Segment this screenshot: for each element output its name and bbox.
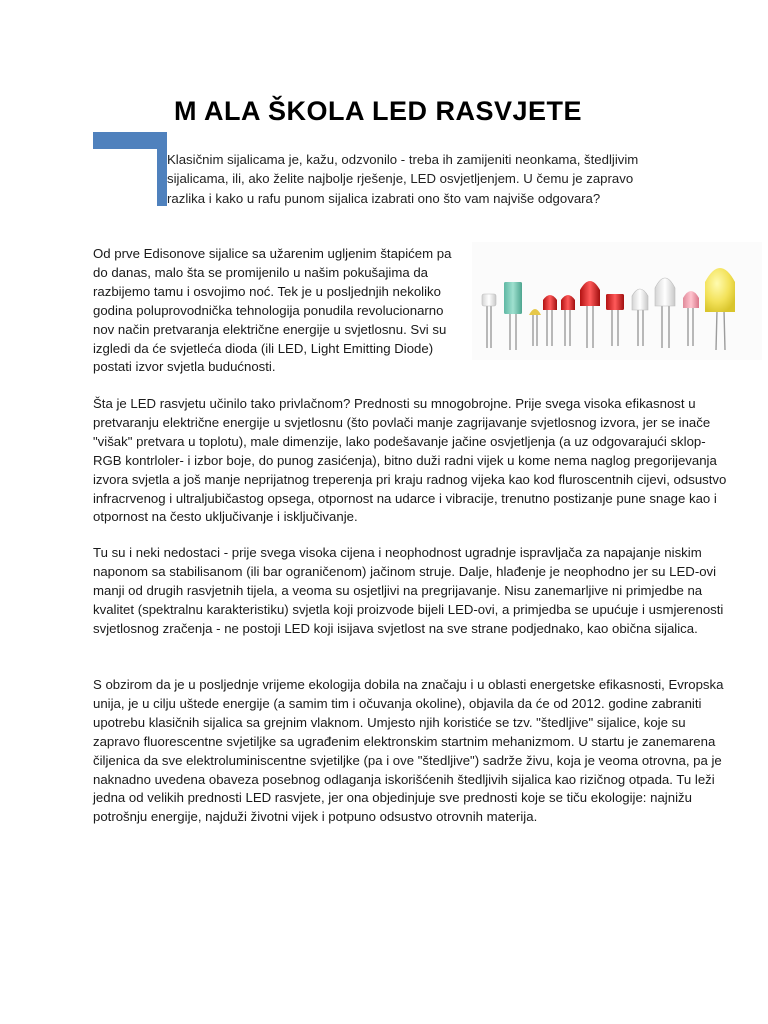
paragraph-2: Šta je LED rasvjetu učinilo tako privlačnom? Prednosti su mnogobrojne. Prije svega visoka efikasnost u pretvaranju električne energije u svjetlosnu (što povlači manje zagrijavanje svjetlosnog izvora, jer se inače "višak" pretvara u toplotu), male dimenzije, lako podešavanje jačine osvjetljenja (a uz odgovarajući sklop- RGB kontrloler- i izbor boje, do punog zasićenja), bitno duži radni vijek u kome nema naglog pregorijevanja izvora svjetla a još manje neprijatnog treperenja pri kraju radnog vijeka kao kod fluroscentnih cijevi, odsustvo infracrvenog i ultraljubičastog opsega, otpornost na udarce i vibracije, trenutno postizanje pune snage kao i otpornost na često uključivanje i isključivanje.	[93, 396, 727, 525]
paragraph-4: S obzirom da je u posljednje vrijeme ekologija dobila na značaju i u oblasti energetske efikasnosti, Evropska unija, je u cilju uštede energije (a samim tim i očuvanja okoline), objavila da će od 2012. godine zabraniti upotrebu klasičnih sijalica sa grejnim vlaknom. Umjesto njih koristiće se tzv. "štedljive" sijalice, koje su zapravo fluorescentne svjetiljke sa ugrađenim elektronskim startnim mehanizmom. U startu je zanemarena čiljenica da sve elektroluminiscentne svjetiljke (pa i ove "štedljive") sadrže živu, koja je veoma otrovna, pa je naknadno uvedena obaveza posebnog odlaganja iskorišćenih štedljivih sijalica kao rizičnog otpada. Tu leži jedna od velikih prednosti LED rasvjete, jer ona objedinjuje sve prednosti koje se tiču ekologije: najnižu potrošnju energije, najduži životni vijek i potpuno odsustvo otrovnih materija.	[93, 677, 724, 825]
document-title: M ALA ŠKOLA LED RASVJETE	[174, 96, 583, 126]
accent-bar-horizontal	[93, 132, 167, 149]
intro-text: Klasičnim sijalicama je, kažu, odzvonilo - treba ih zamijeniti neonkama, štedljivim sijalicama, ili, ako želite najbolje rješenje, LED osvjetljenjem. U čemu je zapravo razlika i kako u rafu punom sijalica izabrati ono što vam najviše odgovara?	[167, 152, 639, 206]
led-diodes-image	[472, 242, 762, 360]
paragraph-1: Od prve Edisonove sijalice sa užarenim ugljenim štapićem pa do danas, malo šta se promijenilo u našim pokušajima da razbijemo tamu i osvojimo noć. Tek je u posljednjih nekoliko godina poluprovodnička tehnologija ponudila revolucionarno nov način pretvaranja električne energije u svjetlosnu. Svi su izgledi da će svjetleća dioda (ili LED, Light Emitting Diode) postati izvor svjetla budućnosti.	[93, 246, 452, 375]
paragraph-3: Tu su i neki nedostaci - prije svega visoka cijena i neophodnost ugradnje ispravljača za napajanje niskim naponom sa stabilisanom (ili bar ograničenom) jačinom struje. Dalje, hlađenje je neophodno jer su LED-ovi manji od drugih rasvjetnih tijela, a veoma su osjetljivi na pregrijavanje. Nisu zanemarljive ni primjedbe na kvalitet (spektralnu karakteristiku) svjetla koji proizvode bijeli LED-ovi, a primjedba se upućuje i usmjerenosti svjetlosnog zračenja - ne postoji LED koji isijava svjetlost na sve strane podjednako, kao obična sijalica.	[93, 545, 724, 636]
accent-bar-vertical	[157, 132, 167, 206]
